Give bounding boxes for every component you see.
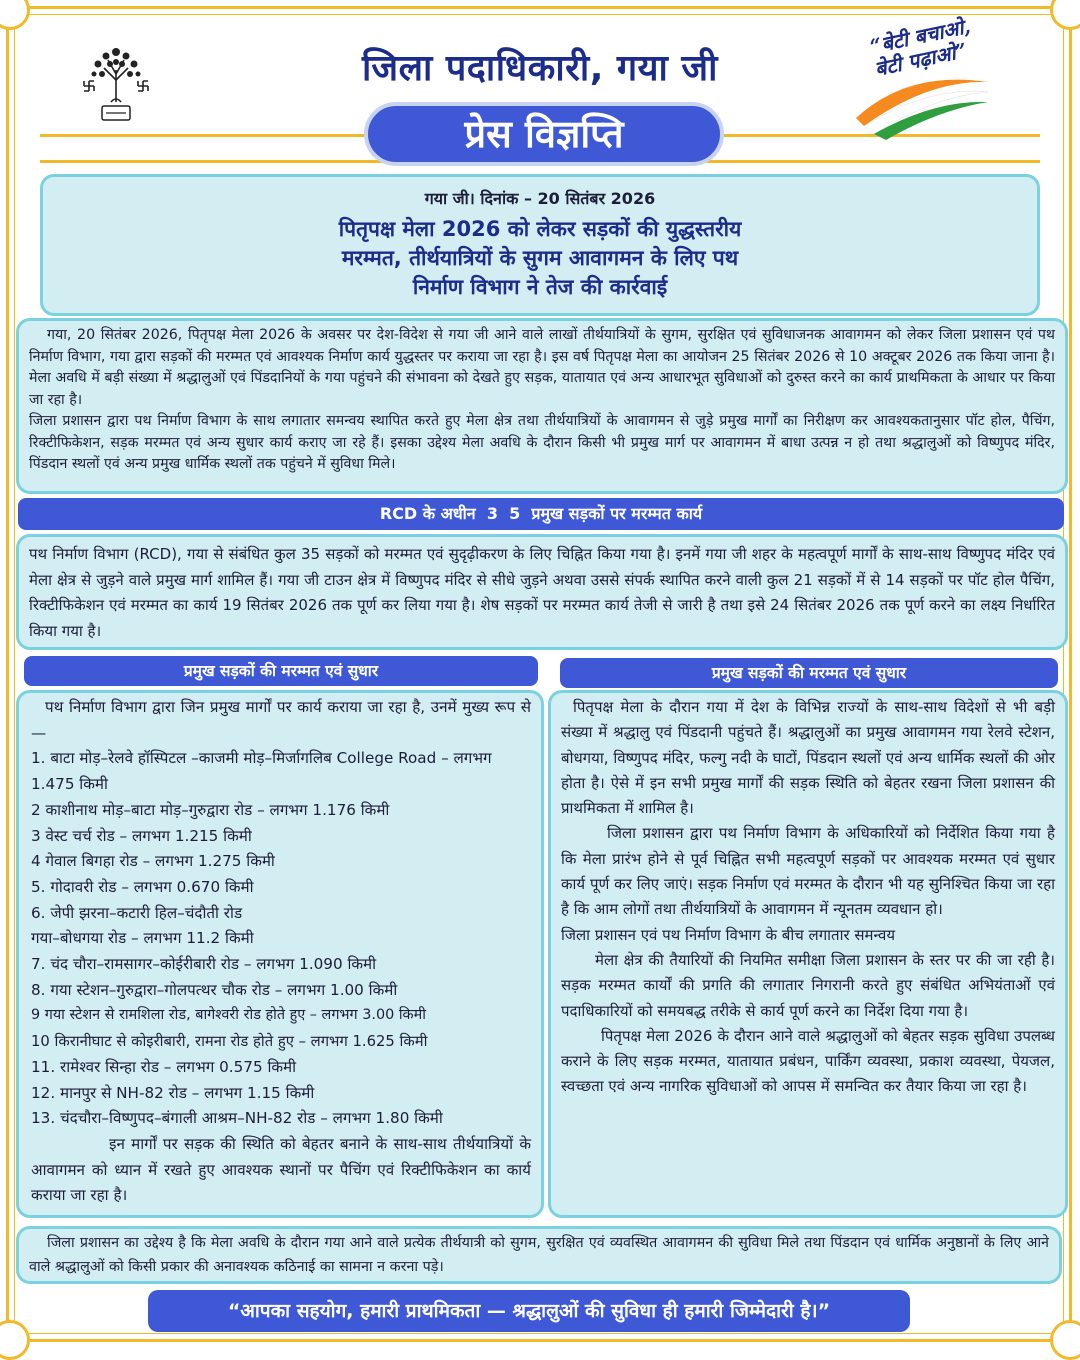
road-item-4: 4 गेवाल बिगहा रोड – लगभग 1.275 किमी	[31, 852, 275, 871]
headline-box	[40, 174, 1040, 316]
objective-text: जिला प्रशासन का उद्देश्य है कि मेला अवधि के दौरान गया आने वाले प्रत्येक तीर्थयात्री को सुगम, सुरक्षित एवं व्यवस्थित आवागमन की सुविधा मिले तथा पिंडदान एवं धार्मिक अनुष्ठानों के लिए आने वाले श्रद्धालुओं को किसी प्रकार की अनावश्यक कठिनाई का सामना न करना पड़े।	[29, 1235, 1049, 1275]
press-release-badge: प्रेस विज्ञप्ति	[364, 102, 724, 166]
details-paragraph-2: जिला प्रशासन द्वारा पथ निर्माण विभाग के अधिकारियों को निर्देशित किया गया है कि मेला प्रारंभ होने से पूर्व चिह्नित सभी महत्वपूर्ण सड़कों पर आवश्यक मरम्मत एवं सुधार कार्य पूर्ण कर लिए जाएं। सड़क निर्माण एवं मरम्मत के दौरान भी यह सुनिश्चित किया जा रहा है कि आम लोगों तथा तीर्थयात्रियों के आवागमन में न्यूनतम व्यवधान हो।	[561, 824, 1055, 919]
rcd-box	[16, 534, 1068, 650]
details-box	[548, 690, 1068, 1218]
dateline: गया जी। दिनांक – 20 सितंबर 2026	[424, 189, 656, 208]
details-paragraph-3: मेला क्षेत्र की तैयारियों की नियमित समीक्षा जिला प्रशासन के स्तर पर की जा रही है। सड़क मरम्मत कार्यों की प्रगति की लगातार निगरानी करते हुए संबंधित अभियंताओं एवं पदाधिकारियों को समयबद्ध तरीके से कार्य पूर्ण करने का निर्देश दिया गया है।	[561, 950, 1055, 1020]
road-item-8: 8. गया स्टेशन–गुरुद्वारा–गोलपत्थर चौक रोड – लगभग 1.00 किमी	[31, 980, 398, 999]
road-item-12: 12. मानपुर से NH-82 रोड – लगभग 1.15 किमी	[31, 1083, 315, 1102]
rcd-paragraph: पथ निर्माण विभाग (RCD), गया से संबंधित कुल 35 सड़कों को मरम्मत एवं सुदृढ़ीकरण के लिए चिह्नित किया गया है। इनमें गया जी शहर के महत्वपूर्ण मार्गों के साथ-साथ विष्णुपद मंदिर एवं मेला क्षेत्र से जुड़ने वाले प्रमुख मार्ग शामिल हैं। गया जी टाउन क्षेत्र में विष्णुपद मंदिर से सीधे जुड़ने अथवा उससे संपर्क स्थापित करने वाली कुल 21 सड़कों में से 14 सड़कों पर पॉट होल पैचिंग, रिक्टीफिकेशन एवं मरम्मत का कार्य 19 सितंबर 2026 तक पूर्ण कर लिया गया है। शेष सड़कों पर मरम्मत कार्य तेजी से जारी है तथा इसे 24 सितंबर 2026 तक पूर्ण करने का लक्ष्य निर्धारित किया गया है।	[29, 545, 1055, 640]
left-column-heading: प्रमुख सड़कों की मरम्मत एवं सुधार	[24, 656, 538, 686]
road-item-10: 10 किरानीघाट से कोइरीबारी, रामना रोड होते हुए – लगभग 1.625 किमी	[31, 1033, 428, 1051]
summary-paragraph-1: गया, 20 सितंबर 2026, पितृपक्ष मेला 2026 के अवसर पर देश-विदेश से गया जी आने वाले लाखों तीर्थयात्रियों के सुगम, सुरक्षित एवं सुविधाजनक आवागमन को लेकर जिला प्रशासन एवं पथ निर्माण विभाग, गया द्वारा सड़कों की मरम्मत एवं आवश्यक निर्माण कार्य युद्धस्तर पर कराया जा रहा है। इस वर्ष पितृपक्ष मेला का आयोजन 25 सितंबर 2026 से 10 अक्टूबर 2026 तक किया जाना है। मेला अवधि में बड़ी संख्या में श्रद्धालुओं एवं पिंडदानियों के गया पहुंचने की संभावना को देखते हुए सड़क, यातायात एवं अन्य आधारभूत सुविधाओं को दुरुस्त करने का कार्य प्राथमिकता के आधार पर किया जा रहा है।	[29, 327, 1055, 408]
roads-list-box	[16, 690, 544, 1218]
slogan-text: “बेटी बचाओ, बेटी पढ़ाओ”	[867, 13, 973, 81]
headline: पितृपक्ष मेला 2026 को लेकर सड़कों की युद्धस्तरीय मरम्मत, तीर्थयात्रियों के सुगम आवागमन के लिए पथ निर्माण विभाग ने तेज की कार्रवाई	[338, 217, 742, 299]
roads-closing: इन मार्गों पर सड़क की स्थिति को बेहतर बनाने के साथ-साथ तीर्थयात्रियों के आवागमन को ध्यान में रखते हुए आवश्यक स्थानों पर पैचिंग एवं रिक्टीफिकेशन का कार्य कराया जा रहा है।	[31, 1134, 531, 1205]
road-item-1: 1. बाटा मोड़–रेलवे हॉस्पिटल –काजमी मोड़–मिर्जागलिब College Road – लगभग 1.475 किमी	[31, 749, 492, 794]
road-item-7: 7. चंद चौरा–रामसागर–कोईरीबारी रोड – लगभग 1.090 किमी	[31, 955, 377, 974]
road-item-5: 5. गोदावरी रोड – लगभग 0.670 किमी	[31, 877, 254, 896]
objective-box	[16, 1226, 1062, 1284]
bihar-emblem-icon	[78, 40, 154, 124]
road-item-2: 2 काशीनाथ मोड़–बाटा मोड़–गुरुद्वारा रोड – लगभग 1.176 किमी	[31, 800, 390, 819]
road-item-9: 9 गया स्टेशन से रामशिला रोड, बागेश्वरी रोड होते हुए – लगभग 3.00 किमी	[31, 1007, 426, 1024]
beti-bachao-slogan	[838, 13, 1008, 140]
road-item-11: 11. रामेश्वर सिन्हा रोड – लगभग 0.575 किमी	[31, 1057, 297, 1076]
closing-quote: “आपका सहयोग, हमारी प्राथमिकता — श्रद्धालुओं की सुविधा ही हमारी जिम्मेदारी है।”	[148, 1290, 910, 1332]
road-item-13: 13. चंदचौरा–विष्णुपद–बंगाली आश्रम–NH-82 रोड – लगभग 1.80 किमी	[31, 1109, 443, 1128]
right-column-heading: प्रमुख सड़कों की मरम्मत एवं सुधार	[560, 658, 1058, 688]
road-item-3: 3 वेस्ट चर्च रोड – लगभग 1.215 किमी	[31, 826, 252, 845]
coordination-subheading: जिला प्रशासन एवं पथ निर्माण विभाग के बीच लगातार समन्वय	[561, 925, 896, 944]
details-paragraph-1: पितृपक्ष मेला के दौरान गया में देश के विभिन्न राज्यों के साथ-साथ विदेशों से भी बड़ी संख्या में श्रद्धालु एवं पिंडदानी पहुंचते हैं। श्रद्धालुओं का प्रमुख आवागमन गया रेलवे स्टेशन, बोधगया, विष्णुपद मंदिर, फल्गु नदी के घाटों, पिंडदान स्थलों एवं अन्य धार्मिक स्थलों की ओर होता है। ऐसे में इन सभी प्रमुख मार्गों की सड़क स्थिति को बेहतर रखना जिला प्रशासन की प्राथमिकता में शामिल है।	[561, 698, 1055, 818]
roads-intro: पथ निर्माण विभाग द्वारा जिन प्रमुख मार्गों पर कार्य कराया जा रहा है, उनमें मुख्य रूप से—	[31, 698, 531, 742]
corner-ornament-icon	[1050, 1320, 1080, 1360]
rcd-section-heading: RCD के अधीन 3 5 प्रमुख सड़कों पर मरम्मत कार्य	[18, 498, 1064, 530]
page-title: जिला पदाधिकारी, गया जी	[362, 48, 718, 89]
road-item-6-continued: गया–बोधगया रोड – लगभग 11.2 किमी	[31, 929, 254, 948]
summary-paragraph-2: जिला प्रशासन द्वारा पथ निर्माण विभाग के साथ लगातार समन्वय स्थापित करते हुए मेला क्षेत्र तथा तीर्थयात्रियों के आवागमन से जुड़े प्रमुख मार्गों का निरीक्षण कर आवश्यकतानुसार पॉट होल, पैचिंग, रिक्टीफिकेशन, सड़क मरम्मत एवं अन्य सुधार कार्य कराए जा रहे हैं। इसका उद्देश्य मेला अवधि के दौरान किसी भी प्रमुख मार्ग पर आवागमन में बाधा उत्पन्न न हो तथा श्रद्धालुओं को विष्णुपद मंदिर, पिंडदान स्थलों एवं अन्य प्रमुख धार्मिक स्थलों तक पहुंचने में सुविधा मिले।	[29, 413, 1055, 472]
summary-box	[16, 318, 1068, 494]
details-paragraph-4: पितृपक्ष मेला 2026 के दौरान आने वाले श्रद्धालुओं को बेहतर सड़क सुविधा उपलब्ध कराने के लिए सड़क मरम्मत, यातायात प्रबंधन, पार्किंग व्यवस्था, प्रकाश व्यवस्था, पेयजल, स्वच्छता एवं अन्य नागरिक सुविधाओं को आपस में समन्वित कर तैयार किया जा रहा है।	[561, 1026, 1055, 1096]
road-item-6: 6. जेपी झरना–कटारी हिल–चंदौती रोड	[31, 903, 243, 922]
